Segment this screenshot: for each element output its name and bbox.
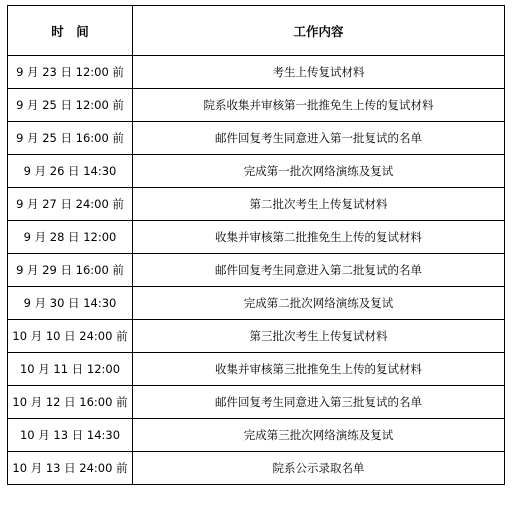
cell-time: 9 月 23 日 12:00 前 [8, 56, 133, 89]
schedule-table [7, 5, 505, 485]
cell-content: 考生上传复试材料 [133, 56, 505, 89]
cell-content: 第二批次考生上传复试材料 [133, 188, 505, 221]
table-row [8, 386, 505, 419]
cell-content: 邮件回复考生同意进入第二批复试的名单 [133, 254, 505, 287]
cell-content: 第三批次考生上传复试材料 [133, 320, 505, 353]
cell-content: 院系收集并审核第一批推免生上传的复试材料 [133, 89, 505, 122]
cell-time: 9 月 27 日 24:00 前 [8, 188, 133, 221]
cell-content: 邮件回复考生同意进入第三批复试的名单 [133, 386, 505, 419]
table-header-row [8, 6, 505, 56]
header-content: 工作内容 [133, 6, 505, 56]
cell-time: 9 月 28 日 12:00 [8, 221, 133, 254]
header-time: 时 间 [8, 6, 133, 56]
table-row [8, 452, 505, 485]
cell-time: 10 月 11 日 12:00 [8, 353, 133, 386]
table-row [8, 155, 505, 188]
cell-time: 10 月 13 日 24:00 前 [8, 452, 133, 485]
cell-content: 院系公示录取名单 [133, 452, 505, 485]
table-row [8, 56, 505, 89]
cell-time: 9 月 29 日 16:00 前 [8, 254, 133, 287]
schedule-table-container [7, 5, 505, 485]
table-row [8, 122, 505, 155]
cell-content: 邮件回复考生同意进入第一批复试的名单 [133, 122, 505, 155]
cell-time: 9 月 25 日 16:00 前 [8, 122, 133, 155]
table-row [8, 419, 505, 452]
cell-time: 10 月 13 日 14:30 [8, 419, 133, 452]
table-row [8, 221, 505, 254]
table-row [8, 320, 505, 353]
table-row [8, 353, 505, 386]
cell-content: 完成第三批次网络演练及复试 [133, 419, 505, 452]
cell-content: 完成第一批次网络演练及复试 [133, 155, 505, 188]
cell-content: 完成第二批次网络演练及复试 [133, 287, 505, 320]
table-row [8, 254, 505, 287]
cell-time: 9 月 26 日 14:30 [8, 155, 133, 188]
cell-content: 收集并审核第二批推免生上传的复试材料 [133, 221, 505, 254]
table-row [8, 287, 505, 320]
cell-time: 9 月 25 日 12:00 前 [8, 89, 133, 122]
cell-time: 10 月 10 日 24:00 前 [8, 320, 133, 353]
cell-time: 10 月 12 日 16:00 前 [8, 386, 133, 419]
cell-content: 收集并审核第三批推免生上传的复试材料 [133, 353, 505, 386]
table-row [8, 89, 505, 122]
cell-time: 9 月 30 日 14:30 [8, 287, 133, 320]
table-row [8, 188, 505, 221]
